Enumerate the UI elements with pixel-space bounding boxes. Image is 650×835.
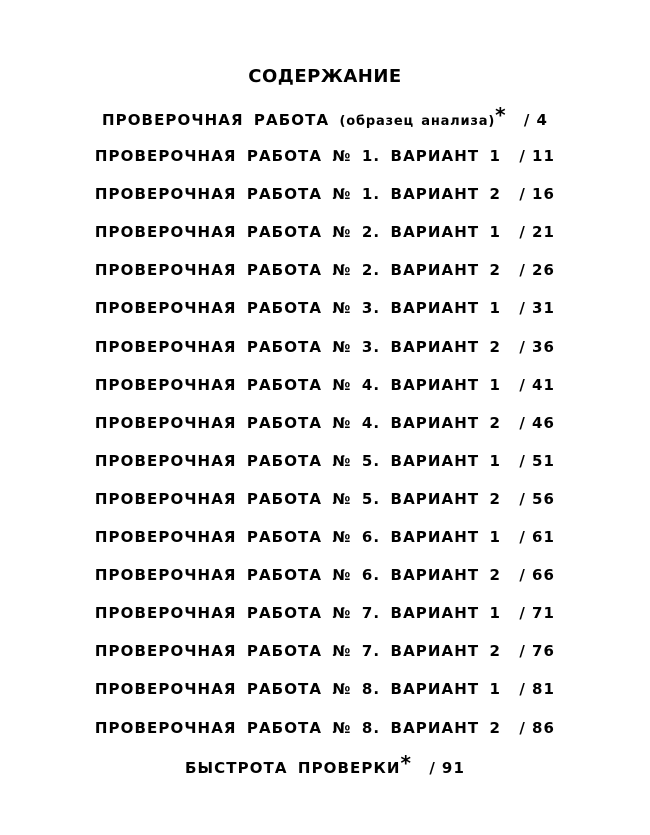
toc-entry [0, 220, 650, 258]
toc-page-number: 61 [532, 528, 556, 547]
toc-entry [0, 182, 650, 220]
toc-entry-label: ПРОВЕРОЧНАЯ РАБОТА № 4. ВАРИАНТ 1 [94, 375, 502, 394]
toc-entry [0, 258, 650, 296]
toc-page-number: 36 [532, 337, 556, 356]
toc-entry [0, 411, 650, 449]
toc-entry-label: ПРОВЕРОЧНАЯ РАБОТА № 1. ВАРИАНТ 1 [94, 147, 502, 166]
toc-page-number: 51 [532, 451, 556, 470]
toc-separator: / [523, 111, 531, 129]
toc-entry-label: ПРОВЕРОЧНАЯ РАБОТА № 4. ВАРИАНТ 2 [94, 413, 502, 432]
toc-entry [0, 487, 650, 525]
toc-separator: / [519, 489, 527, 508]
footnote-asterisk: * [400, 750, 411, 775]
toc-page-number: 46 [532, 413, 556, 432]
page-title: СОДЕРЖАНИЕ [248, 66, 402, 87]
toc-separator: / [519, 375, 527, 394]
toc-separator: / [519, 451, 527, 470]
toc-entry [0, 601, 650, 639]
toc-separator: / [519, 566, 527, 585]
toc-entry [0, 335, 650, 373]
toc-entry-label: ПРОВЕРОЧНАЯ РАБОТА № 1. ВАРИАНТ 2 [94, 185, 502, 204]
toc-separator: / [519, 680, 527, 699]
toc-entry-label: ПРОВЕРОЧНАЯ РАБОТА № 3. ВАРИАНТ 2 [94, 337, 502, 356]
toc-entry-label: ПРОВЕРОЧНАЯ РАБОТА № 7. ВАРИАНТ 2 [94, 642, 502, 661]
toc-entry-label: ПРОВЕРОЧНАЯ РАБОТА № 5. ВАРИАНТ 2 [94, 489, 502, 508]
toc-page-number: 91 [441, 758, 465, 777]
toc-page-number: 56 [532, 489, 556, 508]
toc-separator: / [519, 337, 527, 356]
toc-entry [0, 373, 650, 411]
toc-entry-label: ПРОВЕРОЧНАЯ РАБОТА № 6. ВАРИАНТ 2 [94, 566, 502, 585]
toc-separator: / [519, 413, 527, 432]
toc-entry-label: ПРОВЕРОЧНАЯ РАБОТА № 8. ВАРИАНТ 2 [94, 718, 502, 737]
toc-entry-label: ПРОВЕРОЧНАЯ РАБОТА [101, 111, 330, 129]
toc-separator: / [519, 261, 527, 280]
toc-page-number: 76 [532, 642, 556, 661]
toc-entry-label: ПРОВЕРОЧНАЯ РАБОТА № 3. ВАРИАНТ 1 [94, 299, 502, 318]
footnote-asterisk: * [495, 103, 506, 127]
toc-entry [0, 639, 650, 677]
toc-entry-outro [0, 750, 650, 792]
toc-entry-label: ПРОВЕРОЧНАЯ РАБОТА № 5. ВАРИАНТ 1 [94, 451, 502, 470]
toc-separator: / [519, 718, 527, 737]
toc-entry-label: БЫСТРОТА ПРОВЕРКИ [185, 758, 401, 777]
toc-page-number: 86 [532, 718, 556, 737]
toc-page-number: 26 [532, 261, 556, 280]
toc-page-number: 16 [532, 185, 556, 204]
toc-separator: / [519, 299, 527, 318]
toc-separator: / [429, 758, 436, 777]
toc-separator: / [519, 528, 527, 547]
toc-page-number: 41 [532, 375, 556, 394]
toc-page-number: 11 [532, 147, 556, 166]
toc-page-number: 81 [532, 680, 556, 699]
toc-entry-label: ПРОВЕРОЧНАЯ РАБОТА № 8. ВАРИАНТ 1 [94, 680, 502, 699]
toc-entry [0, 677, 650, 715]
toc-separator: / [519, 223, 527, 242]
toc-entry [0, 144, 650, 182]
toc-page-number: 31 [532, 299, 556, 318]
toc-entry [0, 449, 650, 487]
toc-separator: / [519, 604, 527, 623]
toc-page-number: 4 [536, 111, 549, 129]
toc-entry [0, 296, 650, 334]
toc-entry-label: ПРОВЕРОЧНАЯ РАБОТА № 2. ВАРИАНТ 1 [94, 223, 502, 242]
toc-entry-label: ПРОВЕРОЧНАЯ РАБОТА № 2. ВАРИАНТ 2 [94, 261, 502, 280]
toc-separator: / [519, 642, 527, 661]
toc-entry [0, 716, 650, 754]
table-of-contents [0, 103, 650, 792]
toc-page-number: 71 [532, 604, 556, 623]
toc-page-number: 66 [532, 566, 556, 585]
toc-entry-intro [0, 103, 650, 144]
toc-separator: / [519, 185, 527, 204]
toc-page-number: 21 [532, 223, 556, 242]
toc-entry [0, 525, 650, 563]
toc-separator: / [519, 147, 527, 166]
toc-entry-label: ПРОВЕРОЧНАЯ РАБОТА № 6. ВАРИАНТ 1 [94, 528, 502, 547]
toc-entry-note: (образец анализа) [339, 114, 496, 129]
toc-entry [0, 563, 650, 601]
toc-entry-label: ПРОВЕРОЧНАЯ РАБОТА № 7. ВАРИАНТ 1 [94, 604, 502, 623]
